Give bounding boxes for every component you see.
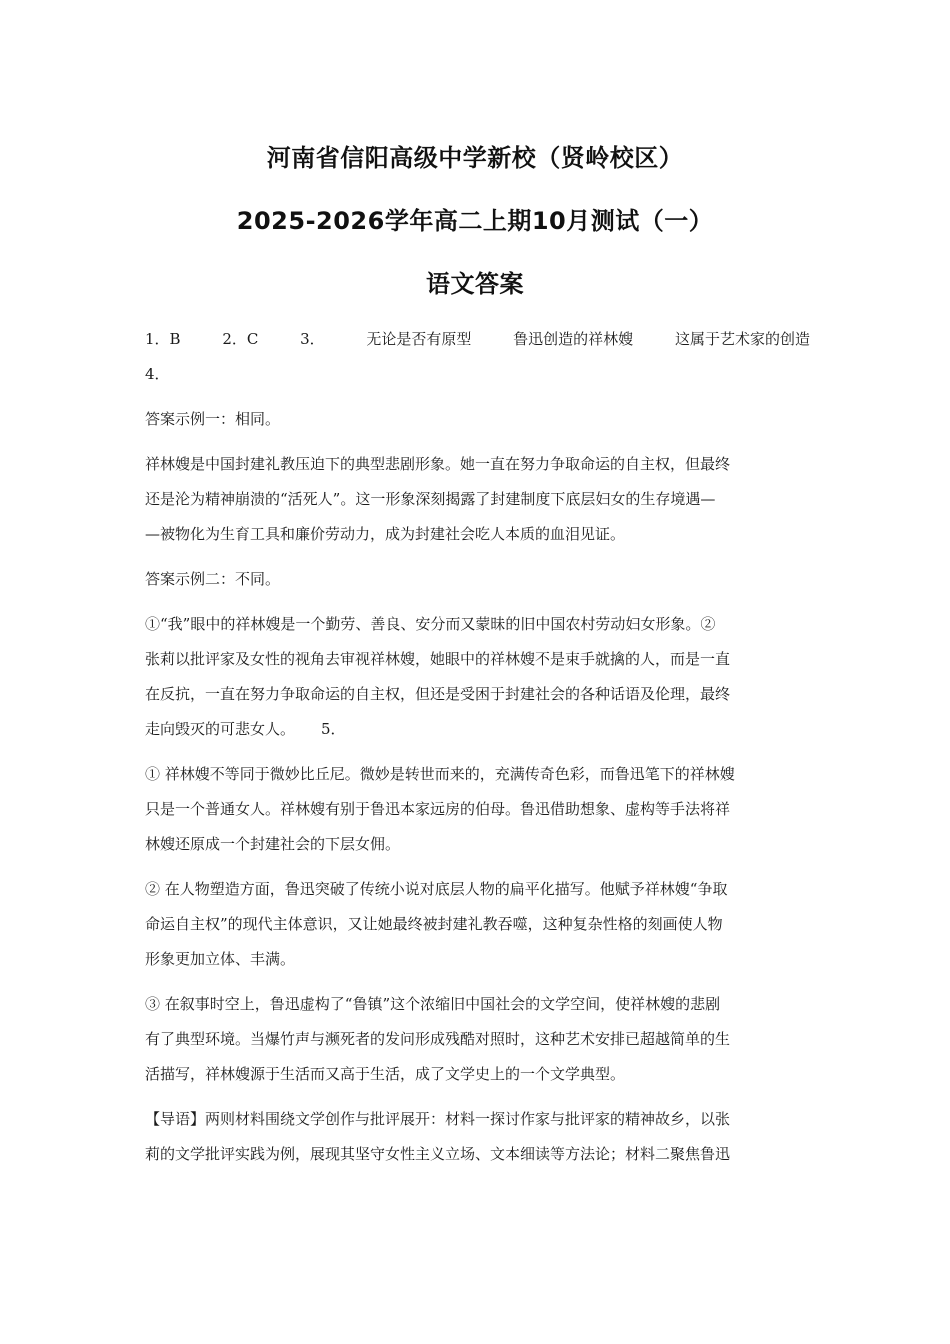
title-school: 河南省信阳高级中学新校（贤岭校区） <box>266 144 684 172</box>
paragraph-line: 张莉以批评家及女性的视角去审视祥林嫂，她眼中的祥林嫂不是束手就擒的人，而是一直 <box>145 650 731 668</box>
answer-q3-num: 3． <box>300 330 325 348</box>
example2-label-para <box>145 562 810 597</box>
answer-q2: 2．C <box>222 330 259 348</box>
paragraph-line: 还是沦为精神崩溃的“活死人”。这一形象深刻揭露了封建制度下底层妇女的生存境遇— <box>145 490 716 508</box>
paragraph-line: ①“我”眼中的祥林嫂是一个勤劳、善良、安分而又蒙昧的旧中国农村劳动妇女形象。② <box>145 615 716 633</box>
example1-label-para <box>145 402 810 437</box>
answer-q5-num: 5． <box>321 720 346 738</box>
paragraph-line: 在反抗，一直在努力争取命运的自主权，但还是受困于封建社会的各种话语及伦理，最终 <box>145 685 731 703</box>
answer-q1: 1．B <box>145 330 181 348</box>
example2-paragraph <box>145 607 810 747</box>
example1-label: 答案示例一：相同。 <box>145 410 281 428</box>
answer-content <box>145 322 810 1182</box>
paragraph-line: ③ 在叙事时空上，鲁迅虚构了“鲁镇”这个浓缩旧中国社会的文学空间，使祥林嫂的悲剧 <box>145 995 721 1013</box>
paragraph-line: 祥林嫂是中国封建礼教压迫下的典型悲剧形象。她一直在努力争取命运的自主权，但最终 <box>145 455 731 473</box>
paragraph-line: 有了典型环境。当爆竹声与濒死者的发问形成残酷对照时，这种艺术安排已超越简单的生 <box>145 1030 731 1048</box>
paragraph-line: 林嫂还原成一个封建社会的下层女佣。 <box>145 835 401 853</box>
paragraph-line: 只是一个普通女人。祥林嫂有别于鲁迅本家远房的伯母。鲁迅借助想象、虚构等手法将祥 <box>145 800 731 818</box>
paragraph-line-with-q5 <box>145 712 810 747</box>
paragraph-line: 活描写，祥林嫂源于生活而又高于生活，成了文学史上的一个文学典型。 <box>145 1065 626 1083</box>
point3-paragraph <box>145 987 810 1092</box>
title-exam: 2025-2026学年高二上期10月测试（一） <box>236 207 714 235</box>
answer-q3-part2: 鲁迅创造的祥林嫂 <box>513 330 634 348</box>
example1-paragraph <box>145 447 810 552</box>
paragraph-line: 【导语】两则材料围绕文学创作与批评展开：材料一探讨作家与批评家的精神故乡，以张 <box>145 1110 731 1128</box>
answer-q3-part1: 无论是否有原型 <box>366 330 472 348</box>
point1-paragraph <box>145 757 810 862</box>
answer-q4-num-line <box>145 357 810 392</box>
paragraph-line: ① 祥林嫂不等同于微妙比丘尼。微妙是转世而来的，充满传奇色彩，而鲁迅笔下的祥林嫂 <box>145 765 735 783</box>
paragraph-line: —被物化为生育工具和廉价劳动力，成为封建社会吃人本质的血泪见证。 <box>145 525 626 543</box>
paragraph-line: 莉的文学批评实践为例，展现其坚守女性主义立场、文本细读等方法论；材料二聚焦鲁迅 <box>145 1145 731 1163</box>
title-subject: 语文答案 <box>426 270 524 298</box>
paragraph-line: 命运自主权”的现代主体意识，又让她最终被封建礼教吞噬，这种复杂性格的刻画使人物 <box>145 915 723 933</box>
answer-q3-part3: 这属于艺术家的创造 <box>674 330 810 348</box>
answer-q4-num: 4． <box>145 365 170 383</box>
guide-paragraph <box>145 1102 810 1172</box>
answers-row <box>145 322 810 357</box>
example2-label: 答案示例二：不同。 <box>145 570 281 588</box>
point2-paragraph <box>145 872 810 977</box>
paragraph-line-text: 走向毁灭的可悲女人。 <box>145 720 296 738</box>
paragraph-line: 形象更加立体、丰满。 <box>145 950 296 968</box>
paragraph-line: ② 在人物塑造方面，鲁迅突破了传统小说对底层人物的扁平化描写。他赋予祥林嫂“争取 <box>145 880 728 898</box>
